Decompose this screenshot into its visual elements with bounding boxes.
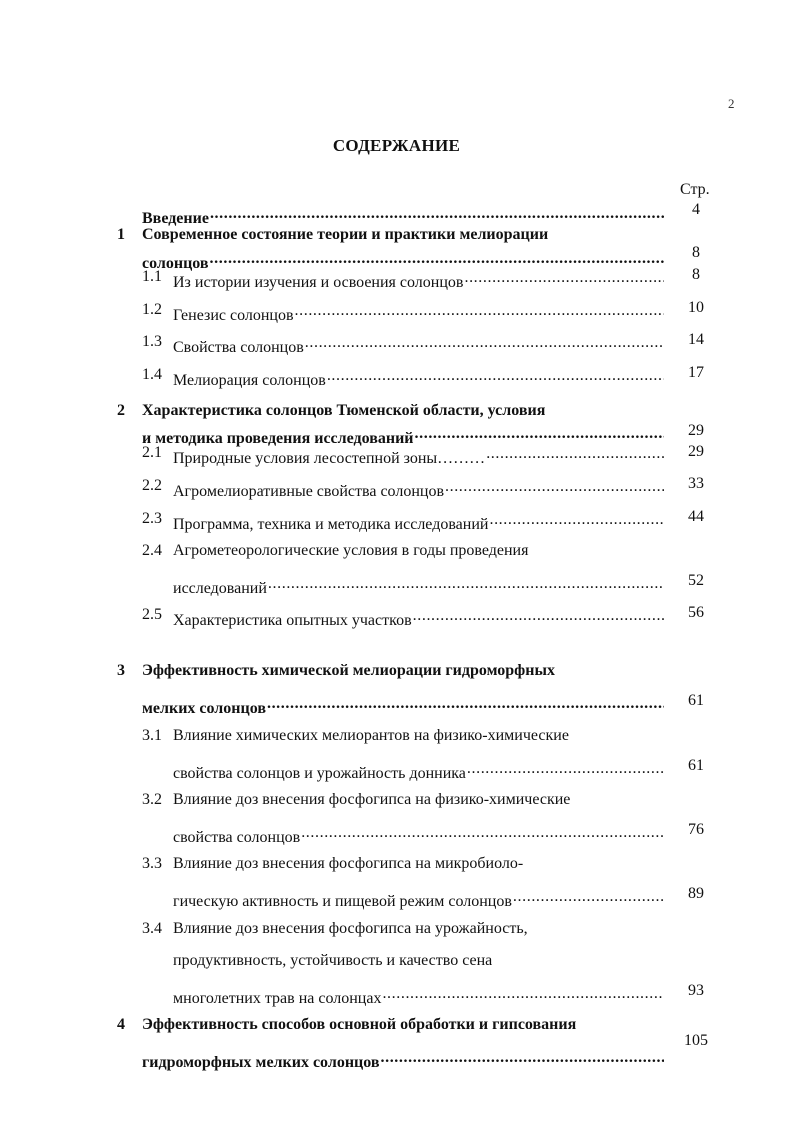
section-3-4-number: 3.4: [142, 920, 162, 937]
section-1-3-number: 1.3: [142, 333, 162, 350]
chapter-3-page: 61: [688, 692, 704, 709]
section-3-4-title-line2: продуктивность, устойчивость и качество сена: [173, 952, 493, 969]
toc-page-intro: 4: [692, 201, 700, 218]
toc-entry-intro-label: Введение: [142, 210, 209, 228]
section-2-5-page: 56: [688, 604, 704, 621]
section-1-1-number: 1.1: [142, 268, 162, 285]
section-2-4-title-line1: Агрометеорологические условия в годы проведения: [173, 542, 529, 559]
section-2-3-number: 2.3: [142, 510, 162, 527]
page-column-header: Стр.: [680, 181, 710, 198]
chapter-4-page: 105: [684, 1032, 708, 1049]
section-3-4-page: 93: [688, 982, 704, 999]
chapter-1-number: 1: [117, 226, 125, 243]
chapter-3-number: 3: [117, 662, 125, 679]
section-1-4-page: 17: [688, 364, 704, 381]
section-2-3-page: 44: [688, 508, 704, 525]
chapter-3-title-line2: мелких солонцов .....: [142, 694, 664, 718]
section-2-2-number: 2.2: [142, 477, 162, 494]
chapter-3-title-line1: Эффективность химической мелиорации гидроморфных: [142, 662, 555, 679]
section-1-4-title: Мелиорация солонцов .....: [173, 366, 664, 390]
section-2-1-number: 2.1: [142, 444, 162, 461]
section-1-1-title: Из истории изучения и освоения солонцов .....: [173, 268, 664, 292]
section-3-1-title-line2: свойства солонцов и урожайность донника .....: [173, 759, 664, 783]
section-3-2-page: 76: [688, 821, 704, 838]
section-2-2-title: Агромелиоративные свойства солонцов .....: [173, 477, 664, 501]
section-1-1-page: 8: [692, 266, 700, 283]
section-2-3-title: Программа, техника и методика исследований .....: [173, 510, 664, 534]
page-number: 2: [728, 96, 735, 111]
section-1-2-number: 1.2: [142, 301, 162, 318]
section-2-4-page: 52: [688, 572, 704, 589]
chapter-4-title-line2: гидроморфных мелких солонцов .....: [142, 1048, 664, 1072]
section-1-3-title: Свойства солонцов .....: [173, 333, 664, 357]
section-2-5-number: 2.5: [142, 606, 162, 623]
section-3-4-title-line1: Влияние доз внесения фосфогипса на урожайность,: [173, 920, 528, 937]
section-2-4-number: 2.4: [142, 542, 162, 559]
section-3-1-number: 3.1: [142, 727, 162, 744]
section-3-2-number: 3.2: [142, 791, 162, 808]
section-3-3-title-line1: Влияние доз внесения фосфогипса на микробиоло-: [173, 855, 524, 872]
section-1-4-number: 1.4: [142, 366, 162, 383]
chapter-4-title-line1: Эффективность способов основной обработки и гипсования: [142, 1016, 577, 1033]
section-3-3-page: 89: [688, 885, 704, 902]
section-3-2-title-line2: свойства солонцов .....: [173, 823, 664, 847]
section-2-4-title-line2: исследований .....: [173, 574, 664, 598]
section-1-3-page: 14: [688, 331, 704, 348]
chapter-1-title-line1: Современное состояние теории и практики мелиорации: [142, 226, 549, 243]
section-2-2-page: 33: [688, 475, 704, 492]
section-3-2-title-line1: Влияние доз внесения фосфогипса на физико-химические: [173, 791, 571, 808]
section-3-3-number: 3.3: [142, 855, 162, 872]
section-2-5-title: Характеристика опытных участков .....: [173, 606, 664, 630]
section-3-1-page: 61: [688, 757, 704, 774]
section-1-2-page: 10: [688, 299, 704, 316]
chapter-2-page: 29: [688, 422, 704, 439]
section-3-3-title-line2: гическую активность и пищевой режим солонцов .....: [173, 887, 664, 911]
page-title: СОДЕРЖАНИЕ: [332, 136, 461, 155]
toc-entry-intro: [142, 204, 664, 228]
chapter-2-title-line2: и методика проведения исследований .....: [142, 424, 664, 448]
section-1-2-title: Генезис солонцов .....: [173, 301, 664, 325]
section-2-1-title: Природные условия лесостепной зоны……… .....: [173, 444, 664, 468]
chapter-2-title-line1: Характеристика солонцов Тюменской области, условия: [142, 402, 546, 419]
chapter-1-title-line2: солонцов .....: [142, 249, 664, 273]
chapter-2-number: 2: [117, 402, 125, 419]
section-3-4-title-line3: многолетних трав на солонцах .....: [173, 984, 664, 1008]
section-2-1-page: 29: [688, 443, 704, 460]
section-3-1-title-line1: Влияние химических мелиорантов на физико-химические: [173, 727, 569, 744]
chapter-4-number: 4: [117, 1016, 125, 1033]
chapter-1-page: 8: [692, 244, 700, 261]
